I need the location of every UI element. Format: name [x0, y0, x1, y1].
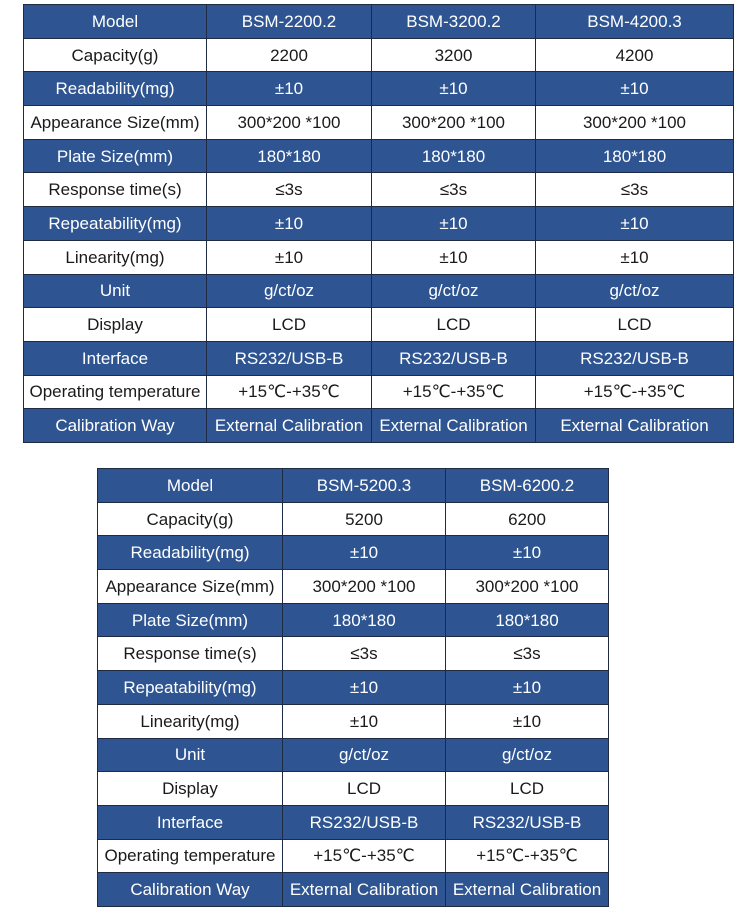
row-label: Linearity(mg) — [98, 704, 283, 738]
row-label: Repeatability(mg) — [98, 671, 283, 705]
table-row-appearance-size — [24, 106, 734, 140]
row-label: Calibration Way — [24, 409, 207, 443]
cell-value: 6200 — [446, 502, 609, 536]
cell-value: LCD — [372, 308, 536, 342]
row-label: Appearance Size(mm) — [98, 570, 283, 604]
table-row-interface — [24, 341, 734, 375]
table-row-response-time — [24, 173, 734, 207]
cell-value: RS232/USB-B — [207, 341, 372, 375]
row-label: Unit — [98, 738, 283, 772]
table-row-capacity — [98, 502, 609, 536]
cell-value: 300*200 *100 — [446, 570, 609, 604]
cell-value: External Calibration — [446, 873, 609, 907]
row-label: Plate Size(mm) — [98, 603, 283, 637]
cell-value: External Calibration — [372, 409, 536, 443]
table-row-calibration-way — [24, 409, 734, 443]
cell-value: ±10 — [283, 671, 446, 705]
row-label: Interface — [24, 341, 207, 375]
cell-value: 300*200 *100 — [283, 570, 446, 604]
row-label: Readability(mg) — [24, 72, 207, 106]
cell-value: 5200 — [283, 502, 446, 536]
cell-value: g/ct/oz — [536, 274, 734, 308]
cell-value: BSM-6200.2 — [446, 469, 609, 503]
cell-value: +15℃-+35℃ — [283, 839, 446, 873]
cell-value: +15℃-+35℃ — [536, 375, 734, 409]
cell-value: 180*180 — [283, 603, 446, 637]
cell-value: +15℃-+35℃ — [372, 375, 536, 409]
cell-value: g/ct/oz — [207, 274, 372, 308]
spec-table-bsm-2200-4200 — [23, 4, 734, 443]
cell-value: 180*180 — [207, 139, 372, 173]
cell-value: ±10 — [446, 536, 609, 570]
cell-value: ±10 — [372, 207, 536, 241]
cell-value: 180*180 — [446, 603, 609, 637]
row-label: Capacity(g) — [98, 502, 283, 536]
row-label: Response time(s) — [24, 173, 207, 207]
cell-value: ±10 — [536, 207, 734, 241]
cell-value: ±10 — [283, 704, 446, 738]
table-row-unit — [24, 274, 734, 308]
cell-value: External Calibration — [283, 873, 446, 907]
cell-value: 4200 — [536, 38, 734, 72]
cell-value: ≤3s — [283, 637, 446, 671]
table-row-linearity — [98, 704, 609, 738]
table-row-readability — [24, 72, 734, 106]
table-row-model — [24, 5, 734, 39]
cell-value: BSM-5200.3 — [283, 469, 446, 503]
table-row-display — [98, 772, 609, 806]
row-label: Calibration Way — [98, 873, 283, 907]
row-label: Interface — [98, 805, 283, 839]
table-row-operating-temperature — [24, 375, 734, 409]
cell-value: RS232/USB-B — [446, 805, 609, 839]
spec-table-bsm-5200-6200 — [97, 468, 609, 907]
table-row-interface — [98, 805, 609, 839]
table-row-model — [98, 469, 609, 503]
row-label: Repeatability(mg) — [24, 207, 207, 241]
cell-value: ≤3s — [372, 173, 536, 207]
table-row-linearity — [24, 240, 734, 274]
cell-value: ≤3s — [536, 173, 734, 207]
table-row-repeatability — [24, 207, 734, 241]
cell-value: ±10 — [446, 704, 609, 738]
table-row-repeatability — [98, 671, 609, 705]
cell-value: 180*180 — [372, 139, 536, 173]
table-row-plate-size — [24, 139, 734, 173]
cell-value: 300*200 *100 — [536, 106, 734, 140]
row-label: Model — [24, 5, 207, 39]
cell-value: BSM-2200.2 — [207, 5, 372, 39]
table-row-unit — [98, 738, 609, 772]
cell-value: BSM-4200.3 — [536, 5, 734, 39]
table-row-operating-temperature — [98, 839, 609, 873]
row-label: Linearity(mg) — [24, 240, 207, 274]
row-label: Model — [98, 469, 283, 503]
row-label: Readability(mg) — [98, 536, 283, 570]
cell-value: 180*180 — [536, 139, 734, 173]
cell-value: LCD — [446, 772, 609, 806]
cell-value: RS232/USB-B — [536, 341, 734, 375]
row-label: Plate Size(mm) — [24, 139, 207, 173]
table-row-readability — [98, 536, 609, 570]
table-row-calibration-way — [98, 873, 609, 907]
table-row-response-time — [98, 637, 609, 671]
cell-value: LCD — [536, 308, 734, 342]
cell-value: g/ct/oz — [372, 274, 536, 308]
row-label: Appearance Size(mm) — [24, 106, 207, 140]
table-row-appearance-size — [98, 570, 609, 604]
cell-value: ≤3s — [446, 637, 609, 671]
row-label: Operating temperature — [98, 839, 283, 873]
cell-value: ±10 — [207, 240, 372, 274]
row-label: Operating temperature — [24, 375, 207, 409]
cell-value: +15℃-+35℃ — [446, 839, 609, 873]
cell-value: BSM-3200.2 — [372, 5, 536, 39]
cell-value: ±10 — [536, 72, 734, 106]
cell-value: 300*200 *100 — [372, 106, 536, 140]
row-label: Display — [98, 772, 283, 806]
cell-value: External Calibration — [207, 409, 372, 443]
cell-value: External Calibration — [536, 409, 734, 443]
cell-value: ±10 — [372, 72, 536, 106]
cell-value: LCD — [283, 772, 446, 806]
cell-value: ±10 — [372, 240, 536, 274]
cell-value: RS232/USB-B — [372, 341, 536, 375]
cell-value: ±10 — [283, 536, 446, 570]
cell-value: LCD — [207, 308, 372, 342]
table-row-plate-size — [98, 603, 609, 637]
cell-value: ±10 — [207, 72, 372, 106]
cell-value: RS232/USB-B — [283, 805, 446, 839]
cell-value: ≤3s — [207, 173, 372, 207]
cell-value: +15℃-+35℃ — [207, 375, 372, 409]
cell-value: ±10 — [207, 207, 372, 241]
row-label: Capacity(g) — [24, 38, 207, 72]
cell-value: g/ct/oz — [446, 738, 609, 772]
cell-value: 3200 — [372, 38, 536, 72]
table-row-capacity — [24, 38, 734, 72]
cell-value: g/ct/oz — [283, 738, 446, 772]
cell-value: ±10 — [536, 240, 734, 274]
cell-value: 2200 — [207, 38, 372, 72]
row-label: Response time(s) — [98, 637, 283, 671]
row-label: Display — [24, 308, 207, 342]
table-row-display — [24, 308, 734, 342]
cell-value: 300*200 *100 — [207, 106, 372, 140]
cell-value: ±10 — [446, 671, 609, 705]
row-label: Unit — [24, 274, 207, 308]
